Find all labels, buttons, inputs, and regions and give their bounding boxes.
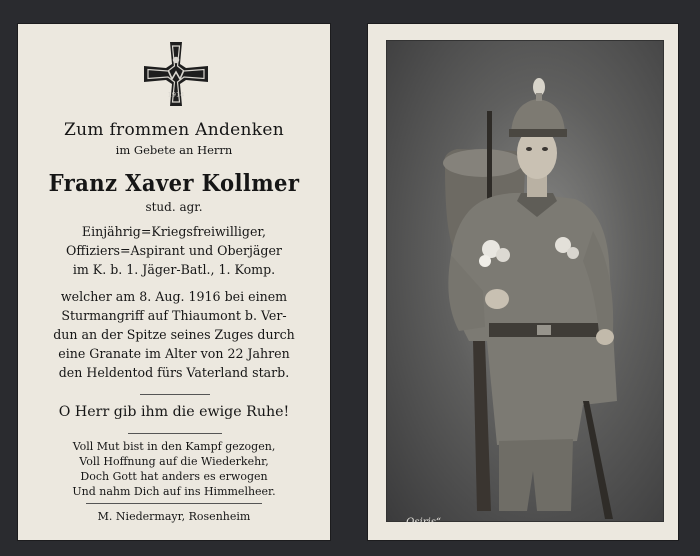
memorial-heading: Zum frommen Andenken [63,120,285,140]
cross-year: 1914 [167,90,185,99]
prayer-line: O Herr gib ihm die ewige Ruhe! [58,404,290,420]
memorial-subheading: im Gebete an Herrn [115,143,233,157]
poem-line: Doch Gott hat anders es erwogen [80,470,268,483]
divider [128,433,222,434]
soldier-portrait [386,40,664,528]
divider [140,394,210,395]
body-line: Sturmangriff auf Thiaumont b. Ver- [61,308,287,323]
photographer-signature: „Osiris“ [401,517,441,528]
divider [86,503,262,504]
memorial-card-photo-panel [368,24,678,540]
poem-line: Voll Hoffnung auf die Wiederkehr, [79,455,269,468]
body-line: welcher am 8. Aug. 1916 bei einem [60,289,288,304]
body-line: Einjährig=Kriegsfreiwilliger, [81,224,267,239]
body-line: im K. b. 1. Jäger-Batl., 1. Komp. [72,262,276,277]
body-line: dun an der Spitze seines Zuges durch [53,327,295,342]
study-field: stud. agr. [145,200,203,214]
poem-line: Voll Mut bist in den Kampf gezogen, [72,440,276,453]
soldier-portrait-illustration [387,41,663,521]
iron-cross-icon [140,38,212,110]
memorial-card-text-panel [18,24,330,540]
poem-line: Und nahm Dich auf ins Himmelheer. [72,485,276,498]
body-line: den Heldentod fürs Vaterland starb. [58,365,290,380]
body-line: eine Granate im Alter von 22 Jahren [58,346,290,361]
deceased-name: Franz Xaver Kollmer [48,170,300,197]
body-line: Offiziers=Aspirant und Oberjäger [66,243,282,258]
printer-credit: M. Niedermayr, Rosenheim [97,510,251,523]
